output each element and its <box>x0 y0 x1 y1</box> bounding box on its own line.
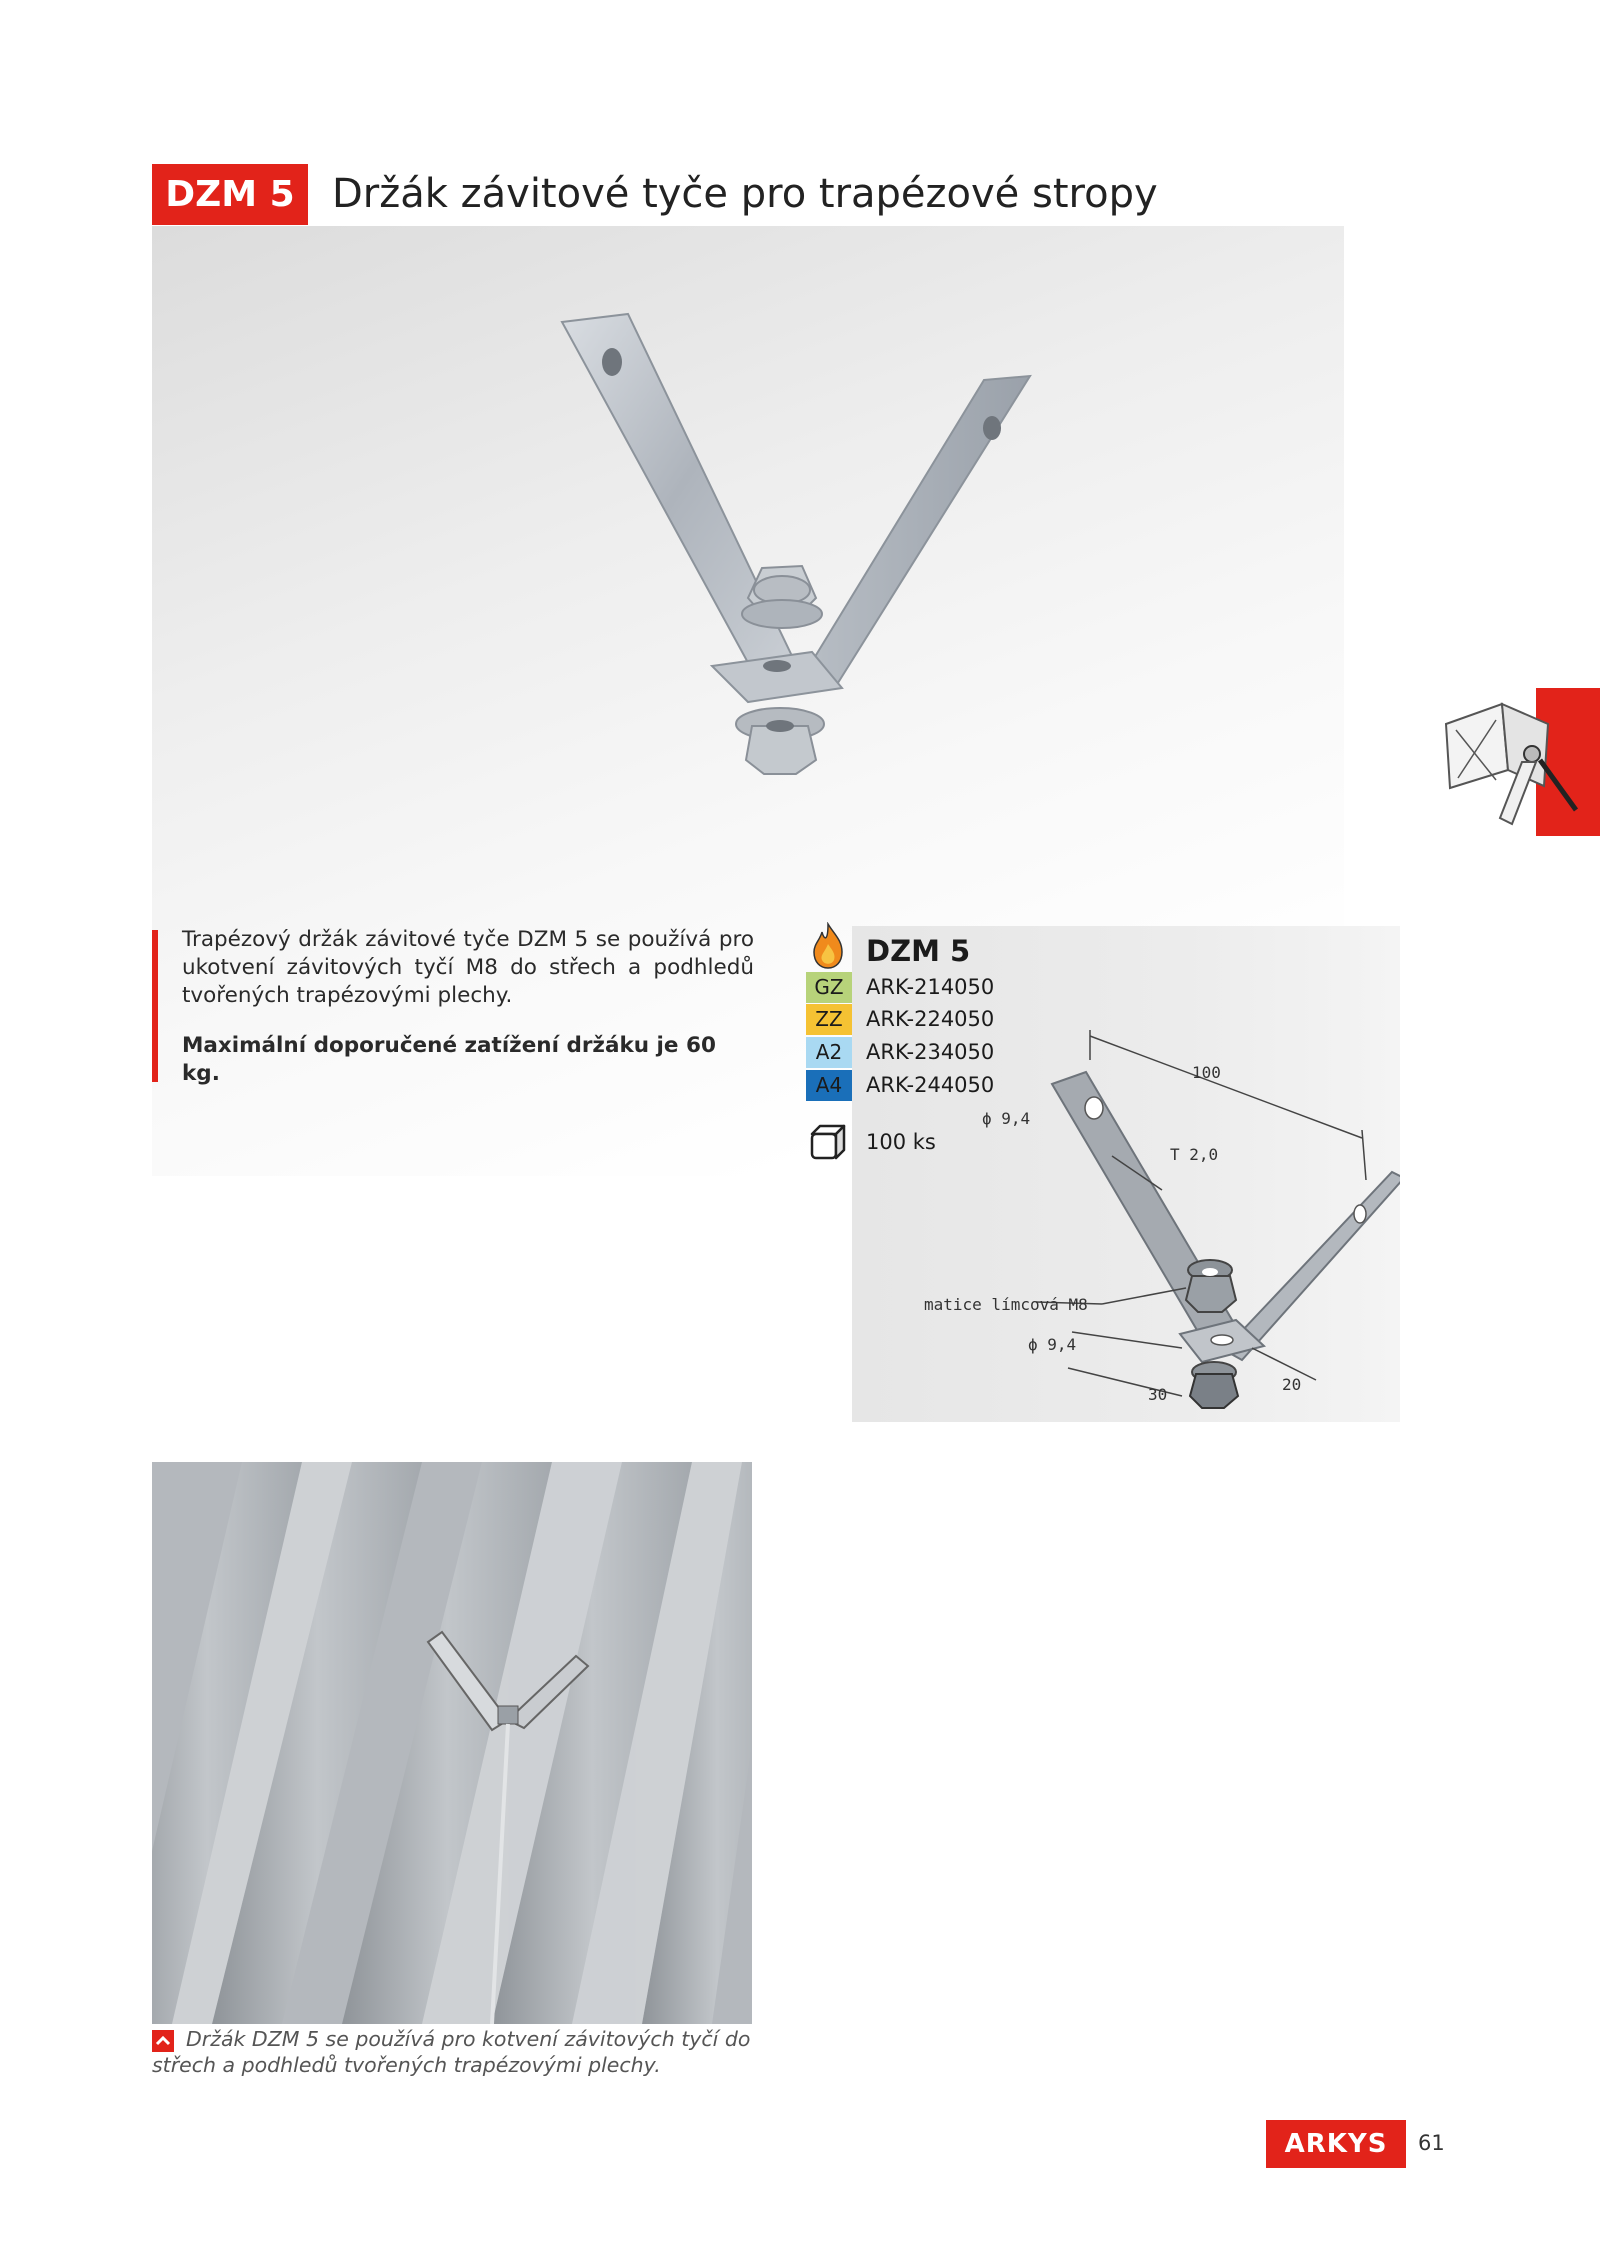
arkys-logo: ARKYS <box>1266 2120 1406 2168</box>
dim-30: 30 <box>1148 1385 1168 1404</box>
package-icon <box>806 1122 848 1162</box>
technical-drawing <box>852 1020 1400 1422</box>
dim-thickness: T 2,0 <box>1170 1145 1219 1164</box>
material-badge-zz: ZZ <box>806 1004 852 1035</box>
fire-icon <box>808 922 848 970</box>
material-badge-a2: A2 <box>806 1037 852 1068</box>
dim-20: 20 <box>1282 1375 1302 1394</box>
dim-hole-top: ϕ 9,4 <box>982 1109 1031 1128</box>
spec-title: DZM 5 <box>866 934 971 968</box>
material-badge-gz: GZ <box>806 972 852 1003</box>
product-code-gz: ARK-214050 <box>866 975 995 999</box>
page-number: 61 <box>1418 2131 1445 2155</box>
product-description <box>182 926 754 1088</box>
package-quantity: 100 ks <box>866 1130 936 1154</box>
product-code-badge: DZM 5 <box>152 164 308 225</box>
dim-hole-bottom: ϕ 9,4 <box>1028 1335 1077 1354</box>
description-accent-bar <box>152 930 158 1082</box>
dim-length: 100 <box>1192 1063 1221 1082</box>
description-text: Trapézový držák závitové tyče DZM 5 se používá pro ukotvení závitových tyčí M8 do střech a podhledů tvořených trapézovými plechy. <box>182 927 754 1008</box>
product-code-a2: ARK-234050 <box>866 1040 995 1064</box>
ceiling-bracket-icon <box>1436 700 1596 836</box>
product-code-a4: ARK-244050 <box>866 1073 995 1097</box>
nut-label: matice límcová M8 <box>924 1295 1088 1314</box>
max-load-note: Maximální doporučené zatížení držáku je 60 kg. <box>182 1033 716 1086</box>
material-badge-a4: A4 <box>806 1070 852 1101</box>
installation-photo <box>152 1462 752 2024</box>
page-title: Držák závitové tyče pro trapézové stropy <box>332 171 1158 217</box>
photo-caption: Držák DZM 5 se používá pro kotvení závitových tyčí do střech a podhledů tvořených trapézovými plechy. <box>152 2027 751 2077</box>
product-code-zz: ARK-224050 <box>866 1007 995 1031</box>
